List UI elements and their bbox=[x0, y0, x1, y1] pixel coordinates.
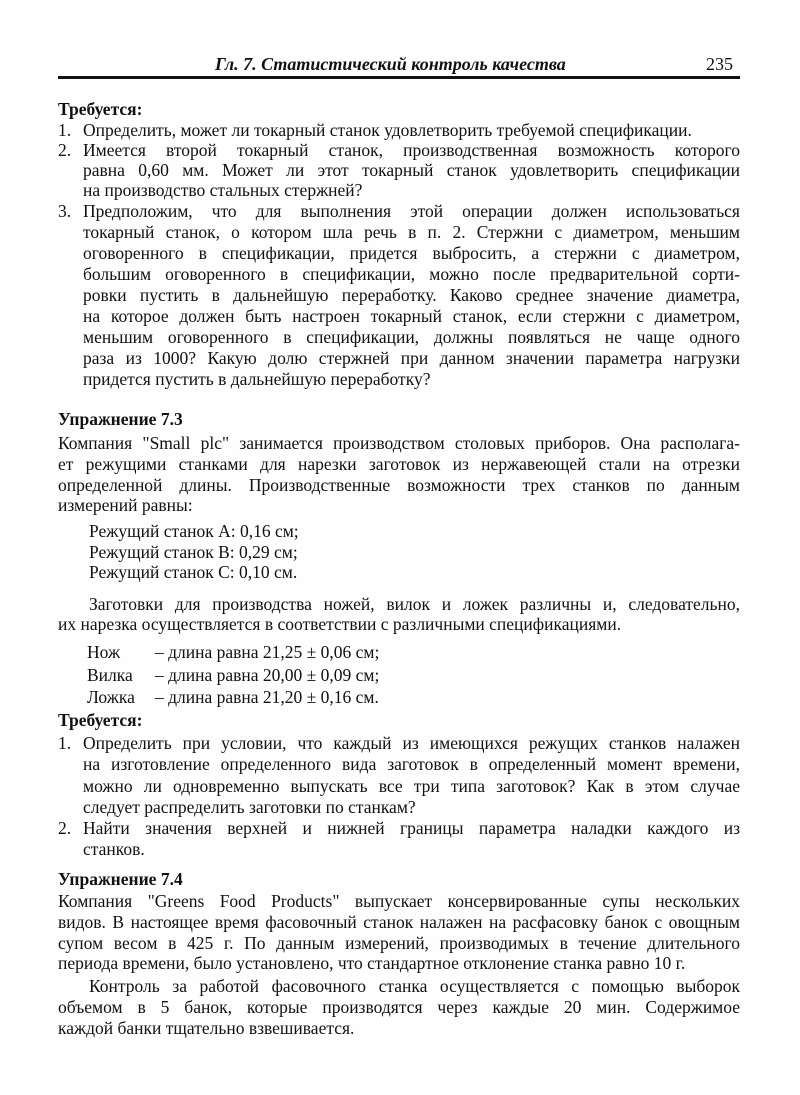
list-item-line: следует распределить заготовки по станкам? bbox=[83, 797, 416, 817]
machine-capability: Режущий станок B: 0,29 см; bbox=[89, 542, 298, 562]
list-item-number: 2. bbox=[58, 818, 72, 838]
list-item-line: можно ли одновременно выпускать все три типа заготовок? Как в этом случае bbox=[83, 776, 740, 796]
machine-capability: Режущий станок A: 0,16 см; bbox=[89, 521, 299, 541]
paragraph-line: их нарезка осуществляется в соответствии с различными спецификациями. bbox=[58, 614, 622, 634]
list-item-line: равна 0,60 мм. Может ли этот токарный станок удовлетворить спецификации bbox=[83, 160, 740, 180]
paragraph-line: объемом в 5 банок, которые производятся через каждые 20 мин. Содержимое bbox=[58, 997, 740, 1017]
header-rule bbox=[58, 76, 740, 79]
spec-item-value: – длина равна 21,20 ± 0,16 см. bbox=[155, 687, 379, 707]
list-item-line: меньшим оговоренного в спецификации, должны появляться не чаще одного bbox=[83, 327, 740, 347]
list-item-line: Определить при условии, что каждый из имеющихся режущих станков налажен bbox=[83, 733, 740, 753]
section-heading: Требуется: bbox=[58, 710, 143, 730]
list-item-line: на производство стальных стержней? bbox=[83, 180, 363, 200]
paragraph-line: Компания "Small plc" занимается производством столовых приборов. Она располага- bbox=[58, 433, 740, 453]
paragraph-line: видов. В настоящее время фасовочный станок налажен на расфасовку банок с овощным bbox=[58, 912, 740, 932]
paragraph-line: супом весом в 425 г. По данным измерений, производимых в течение длительного bbox=[58, 933, 740, 953]
paragraph-line: каждой банки тщательно взвешивается. bbox=[58, 1018, 355, 1038]
list-item-line: придется пустить в дальнейшую переработку? bbox=[83, 369, 431, 389]
paragraph-line: ет режущими станками для нарезки заготовок из нержавеющей стали на отрезки bbox=[58, 454, 740, 474]
spec-item-value: – длина равна 20,00 ± 0,09 см; bbox=[155, 665, 380, 685]
machine-capability: Режущий станок C: 0,10 см. bbox=[89, 562, 298, 582]
list-item-line: Предположим, что для выполнения этой операции должен использоваться bbox=[83, 201, 740, 221]
paragraph-line: Заготовки для производства ножей, вилок и ложек различны и, следовательно, bbox=[89, 594, 740, 614]
list-item-line: ровки пустить в дальнейшую переработку. Каково среднее значение диаметра, bbox=[83, 285, 740, 305]
list-item-line: оговоренного в спецификации, придется выбросить, а стержни с диаметром, bbox=[83, 243, 740, 263]
list-item-line: большим оговоренного в спецификации, можно после предварительной сорти- bbox=[83, 264, 740, 284]
list-item-number: 3. bbox=[58, 201, 72, 221]
paragraph-line: измерений равны: bbox=[58, 495, 193, 515]
list-item-line: раза из 1000? Какую долю стержней при данном значении параметра нагрузки bbox=[83, 348, 740, 368]
list-item-number: 1. bbox=[58, 120, 72, 140]
paragraph-line: Контроль за работой фасовочного станка осуществляется с помощью выборок bbox=[89, 976, 740, 996]
spec-item-name: Нож bbox=[87, 642, 121, 662]
list-item-line: на которое должен быть настроен токарный станок, если стержни с диаметром, bbox=[83, 306, 740, 326]
list-item-number: 2. bbox=[58, 140, 72, 160]
section-heading: Упражнение 7.3 bbox=[58, 409, 183, 429]
paragraph-line: периода времени, было установлено, что стандартное отклонение станка равно 10 г. bbox=[58, 953, 686, 973]
list-item-line: Найти значения верхней и нижней границы параметра наладки каждого из bbox=[83, 818, 740, 838]
running-header-title: Гл. 7. Статистический контроль качества bbox=[215, 54, 566, 74]
section-heading: Требуется: bbox=[58, 99, 143, 119]
spec-item-value: – длина равна 21,25 ± 0,06 см; bbox=[155, 642, 380, 662]
paragraph-line: Компания "Greens Food Products" выпускает консервированные супы нескольких bbox=[58, 891, 740, 911]
list-item-number: 1. bbox=[58, 733, 72, 753]
list-item-line: токарный станок, о котором шла речь в п. 2. Стержни с диаметром, меньшим bbox=[83, 222, 740, 242]
list-item-line: Имеется второй токарный станок, производственная возможность которого bbox=[83, 140, 740, 160]
page-number: 235 bbox=[706, 54, 733, 74]
spec-item-name: Ложка bbox=[87, 687, 135, 707]
paragraph-line: определенной длины. Производственные возможности трех станков по данным bbox=[58, 475, 740, 495]
list-item-line: станков. bbox=[83, 839, 145, 859]
spec-item-name: Вилка bbox=[87, 665, 133, 685]
section-heading: Упражнение 7.4 bbox=[58, 869, 183, 889]
list-item-line: Определить, может ли токарный станок удовлетворить требуемой спецификации. bbox=[83, 120, 692, 140]
list-item-line: на изготовление определенного вида заготовок в определенный момент времени, bbox=[83, 754, 740, 774]
